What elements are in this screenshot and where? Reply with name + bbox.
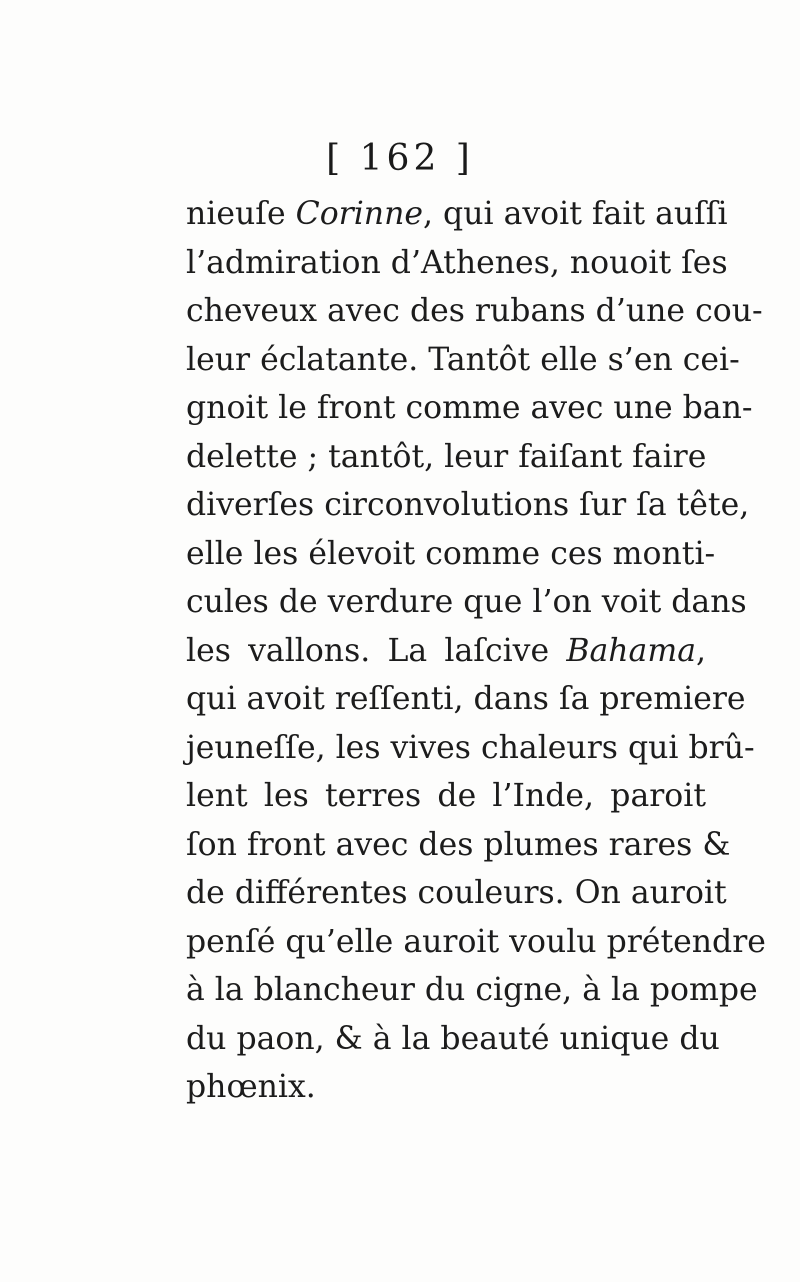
text-line: de différentes couleurs. On auroit — [186, 875, 727, 911]
text-line: nieuſe Corinne, qui avoit fait auſſi — [186, 196, 728, 232]
text-line: cheveux avec des rubans d’une cou- — [186, 293, 763, 329]
text-line: phœnix. — [186, 1069, 316, 1105]
text-line: ſon front avec des plumes rares & — [186, 826, 731, 863]
text-line: leur éclatante. Tantôt elle s’en cei- — [186, 341, 740, 378]
text-line: jeuneſſe, les vives chaleurs qui brû- — [186, 729, 755, 766]
body-text — [186, 190, 766, 1112]
text-line: lent les terres de l’Inde, paroit — [186, 778, 706, 814]
text-line: l’admiration d’Athenes, nouoit ſes — [186, 244, 728, 281]
page-number: [ 162 ] — [326, 138, 474, 179]
text-line: qui avoit reſſenti, dans ſa premiere — [186, 681, 746, 717]
text-line: à la blancheur du cigne, à la pompe — [186, 972, 758, 1008]
text-line: gnoit le front comme avec une ban- — [186, 390, 753, 426]
text-line: les vallons. La laſcive Bahama, — [186, 632, 706, 669]
text-line: delette ; tantôt, leur faiſant faire — [186, 438, 707, 475]
text-line: diverſes circonvolutions ſur ſa tête, — [186, 487, 750, 523]
text-line: du paon, & à la beauté unique du — [186, 1020, 720, 1057]
text-line: elle les élevoit comme ces monti- — [186, 535, 716, 572]
text-line: cules de verdure que l’on voit dans — [186, 584, 747, 620]
text-line: penſé qu’elle auroit voulu prétendre — [186, 923, 766, 960]
